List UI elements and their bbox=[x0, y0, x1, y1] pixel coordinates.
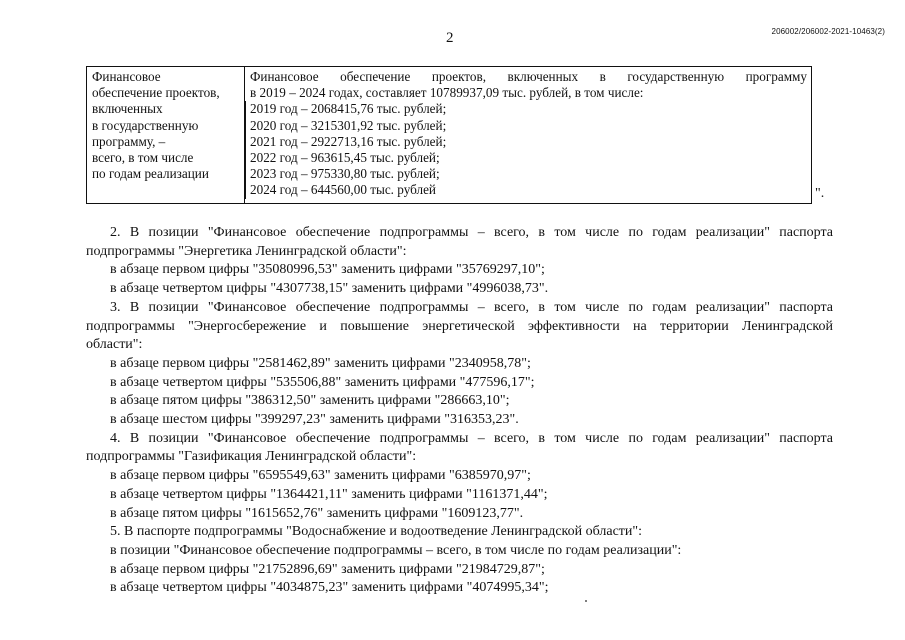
year-funding-line: 2023 год – 975330,80 тыс. рублей; bbox=[245, 166, 440, 182]
amendment-line: в абзаце четвертом цифры "4034875,23" заменить цифрами "4074995,34"; bbox=[110, 580, 549, 596]
paragraph-line: подпрограммы "Энергетика Ленинградской области": bbox=[86, 243, 407, 259]
year-funding-line: 2020 год – 3215301,92 тыс. рублей; bbox=[245, 118, 446, 134]
page-number: 2 bbox=[446, 30, 454, 46]
amendment-line: в абзаце первом цифры "21752896,69" заменить цифрами "21984729,87"; bbox=[110, 561, 545, 577]
paragraph-line: 3. В позиции "Финансовое обеспечение подпрограммы – всего, в том числе по годам реализации" паспорта bbox=[110, 299, 833, 315]
paragraph-line: 4. В позиции "Финансовое обеспечение подпрограммы – всего, в том числе по годам реализации" паспорта bbox=[110, 430, 833, 446]
amendment-line: в абзаце пятом цифры "1615652,76" заменить цифрами "1609123,77". bbox=[110, 505, 524, 521]
paragraph-line: области": bbox=[86, 337, 143, 353]
amendment-line: в абзаце четвертом цифры "535506,88" заменить цифрами "477596,17"; bbox=[110, 374, 535, 390]
paragraph-line: подпрограммы "Газификация Ленинградской области": bbox=[86, 449, 417, 465]
label-line: Финансовое bbox=[92, 69, 161, 84]
paragraph-line: подпрограммы "Энергосбережение и повышение энергетической эффективности на территории Ленинградской bbox=[86, 318, 833, 334]
year-funding-line: 2021 год – 2922713,16 тыс. рублей; bbox=[245, 134, 446, 150]
amendment-line: в абзаце первом цифры "35080996,53" заменить цифрами "35769297,10"; bbox=[110, 262, 545, 278]
label-line: включенных bbox=[92, 101, 163, 117]
funding-intro-line: в 2019 – 2024 годах, составляет 10789937,09 тыс. рублей, в том числе: bbox=[250, 85, 644, 101]
table-row bbox=[87, 67, 812, 204]
year-funding-line: 2019 год – 2068415,76 тыс. рублей; bbox=[245, 101, 446, 117]
amendment-line: в абзаце четвертом цифры "1364421,11" заменить цифрами "1161371,44"; bbox=[110, 486, 548, 502]
paragraph-line: 5. В паспорте подпрограммы "Водоснабжение и водоотведение Ленинградской области": bbox=[110, 524, 643, 540]
label-line: в государственную bbox=[92, 117, 199, 133]
year-funding-line: 2024 год – 644560,00 тыс. рублей bbox=[245, 182, 436, 198]
funding-intro-line: Финансовое обеспечение проектов, включенных в государственную программу bbox=[250, 69, 807, 84]
label-line: обеспечение проектов, bbox=[92, 85, 220, 101]
label-line: всего, в том числе bbox=[92, 150, 194, 166]
amendment-line: в абзаце первом цифры "6595549,63" заменить цифрами "6385970,97"; bbox=[110, 468, 531, 484]
closing-quote: ". bbox=[815, 186, 825, 201]
position-value-cell bbox=[245, 67, 812, 204]
amendment-line: в абзаце шестом цифры "399297,23" заменить цифрами "316353,23". bbox=[110, 412, 519, 428]
document-body bbox=[86, 224, 833, 598]
amendment-line: в абзаце четвертом цифры "4307738,15" заменить цифрами "4996038,73". bbox=[110, 281, 549, 297]
scan-speck bbox=[585, 600, 587, 602]
year-funding-line: 2022 год – 963615,45 тыс. рублей; bbox=[245, 150, 440, 166]
position-label-cell bbox=[87, 67, 245, 204]
amendment-line: в позиции "Финансовое обеспечение подпрограммы – всего, в том числе по годам реализации": bbox=[110, 542, 682, 558]
passport-table bbox=[86, 66, 812, 204]
amendment-line: в абзаце пятом цифры "386312,50" заменить цифрами "286663,10"; bbox=[110, 393, 510, 409]
label-line: программу, – bbox=[92, 133, 166, 149]
label-line: по годам реализации bbox=[92, 166, 209, 182]
paragraph-line: 2. В позиции "Финансовое обеспечение подпрограммы – всего, в том числе по годам реализации" паспорта bbox=[110, 225, 833, 240]
document-code: 206002/206002-2021-10463(2) bbox=[771, 27, 885, 36]
amendment-line: в абзаце первом цифры "2581462,89" заменить цифрами "2340958,78"; bbox=[110, 355, 531, 371]
